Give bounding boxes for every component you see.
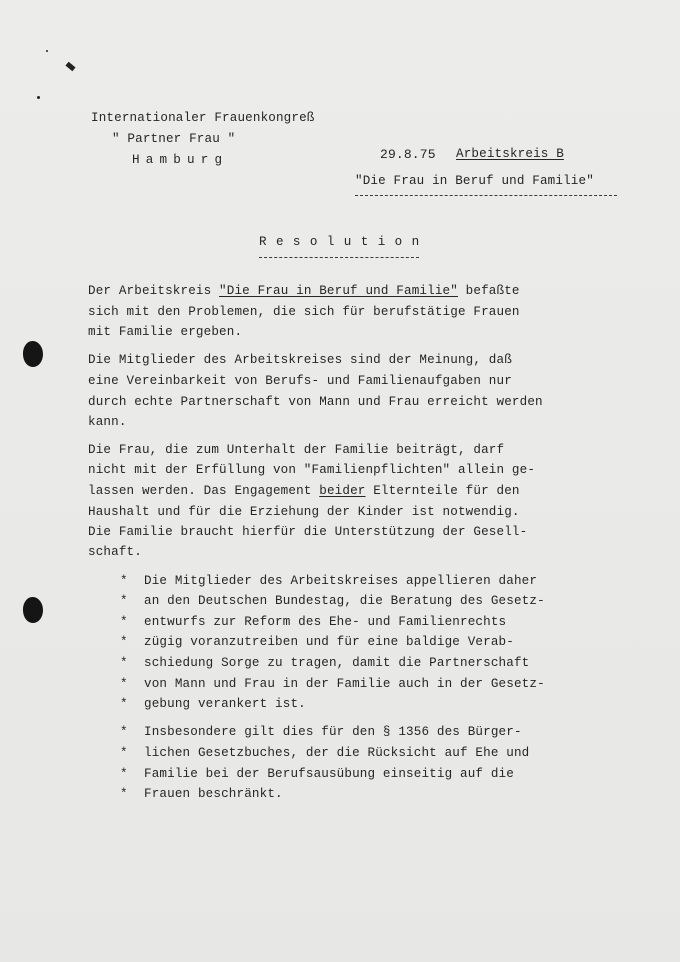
paragraph-1-line-3: mit Familie ergeben. [88, 325, 243, 339]
topic-reference: "Die Frau in Beruf und Familie" [219, 284, 458, 298]
congress-motto: " Partner Frau " [112, 132, 236, 146]
stray-dot [46, 50, 48, 52]
appeal-2-line-3: Familie bei der Berufsausübung einseitig auf die [144, 767, 514, 781]
city: Hamburg [132, 153, 229, 167]
bullet-marker: * [120, 574, 128, 588]
bullet-marker: * [120, 635, 128, 649]
paragraph-3-line-1: Die Frau, die zum Unterhalt der Familie beiträgt, darf [88, 443, 505, 457]
organisation-name: Internationaler Frauenkongreß [91, 111, 315, 125]
appeal-2-line-1: Insbesondere gilt dies für den § 1356 des Bürger- [144, 725, 522, 739]
paragraph-3-line-4: Haushalt und für die Erziehung der Kinder ist notwendig. [88, 505, 520, 519]
bullet-marker: * [120, 656, 128, 670]
title-underline [259, 257, 419, 258]
bullet-marker: * [120, 615, 128, 629]
punch-hole-upper [23, 341, 43, 367]
paragraph-2-line-1: Die Mitglieder des Arbeitskreises sind der Meinung, daß [88, 353, 512, 367]
paragraph-3-line-5: Die Familie braucht hierfür die Unterstützung der Gesell- [88, 525, 528, 539]
appeal-1-line-1: Die Mitglieder des Arbeitskreises appellieren daher [144, 574, 538, 588]
appeal-2-line-2: lichen Gesetzbuches, der die Rücksicht auf Ehe und [144, 746, 530, 760]
emphasis-beider: beider [319, 484, 366, 498]
bullet-marker: * [120, 677, 128, 691]
paragraph-3-line-6: schaft. [88, 545, 142, 559]
appeal-1-line-6: von Mann und Frau in der Familie auch in der Gesetz- [144, 677, 545, 691]
stray-mark [65, 62, 75, 72]
paragraph-1-line-1: Der Arbeitskreis "Die Frau in Beruf und Familie" befaßte [88, 284, 520, 298]
appeal-1-line-2: an den Deutschen Bundestag, die Beratung des Gesetz- [144, 594, 545, 608]
appeal-1-line-3: entwurfs zur Reform des Ehe- und Familienrechts [144, 615, 507, 629]
stray-dot [37, 96, 40, 99]
paragraph-2-line-2: eine Vereinbarkeit von Berufs- und Familienaufgaben nur [88, 374, 512, 388]
appeal-2-line-4: Frauen beschränkt. [144, 787, 283, 801]
bullet-marker: * [120, 767, 128, 781]
working-group-topic: "Die Frau in Beruf und Familie" [355, 174, 594, 188]
paragraph-3-line-3: lassen werden. Das Engagement beider Elternteile für den [88, 484, 520, 498]
header-divider [355, 195, 617, 196]
bullet-marker: * [120, 787, 128, 801]
appeal-1-line-5: schiedung Sorge zu tragen, damit die Partnerschaft [144, 656, 530, 670]
paragraph-2-line-3: durch echte Partnerschaft von Mann und Frau erreicht werden [88, 395, 543, 409]
bullet-marker: * [120, 697, 128, 711]
bullet-marker: * [120, 746, 128, 760]
paragraph-2-line-4: kann. [88, 415, 127, 429]
appeal-1-line-7: gebung verankert ist. [144, 697, 306, 711]
bullet-marker: * [120, 594, 128, 608]
paragraph-1-line-2: sich mit den Problemen, die sich für berufstätige Frauen [88, 305, 520, 319]
paragraph-3-line-2: nicht mit der Erfüllung von "Familienpflichten" allein ge- [88, 463, 536, 477]
appeal-1-line-4: zügig voranzutreiben und für eine baldige Verab- [144, 635, 514, 649]
document-title: Resolution [259, 235, 429, 249]
working-group: Arbeitskreis B [456, 147, 564, 161]
bullet-marker: * [120, 725, 128, 739]
date: 29.8.75 [380, 147, 436, 162]
punch-hole-lower [23, 597, 43, 623]
